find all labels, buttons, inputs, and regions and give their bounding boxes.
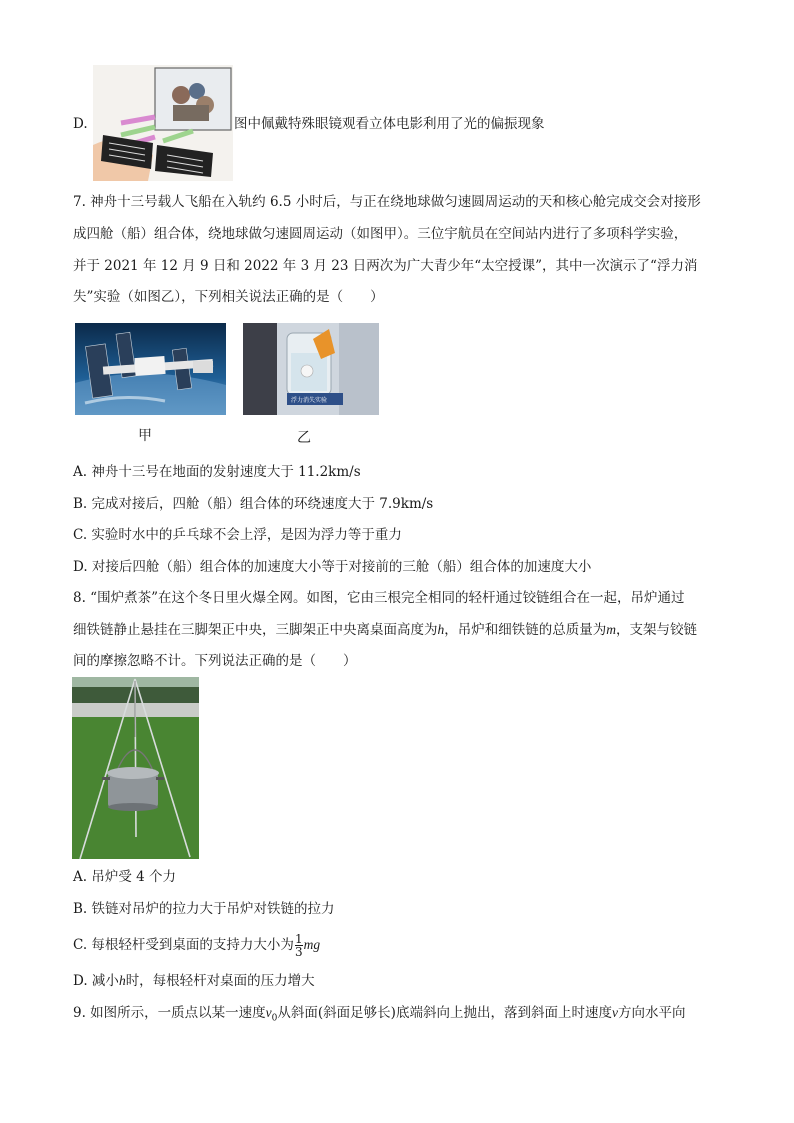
q7-stem-line-3: 并于 2021 年 12 月 9 日和 2022 年 3 月 23 日两次为广大青少年“太空授课”，其中一次演示了“浮力消 [73,258,698,274]
q7-caption-jia: 甲 [138,428,152,444]
q8-tripod-pot-photo [72,677,199,859]
q9-stem-line-1: 9. 如图所示，一质点以某一速度$v_0$从斜面(斜面足够长)底端斜向上抛出，落到斜面上时速度v方向水平向 [73,1005,686,1024]
q7-buoyancy-experiment-photo [243,323,379,415]
q8-option-b: B. 铁链对吊炉的拉力大于吊炉对铁链的拉力 [73,901,335,917]
q7-photo-label: 浮力消失实验 [291,397,328,404]
q8-option-c: C. 每根轻杆受到桌面的支持力大小为 $\frac{1}{3}$ mg [73,932,321,959]
q8-stem-line-2: 细铁链静止悬挂在三脚架正中央，三脚架正中央离桌面高度为h，吊炉和细铁链的总质量为m，支架与铰链 [73,622,697,638]
q6-3d-glasses-illustration [93,65,233,181]
q8-option-a: A. 吊炉受 4 个力 [73,869,177,885]
one-third-fraction: $\frac{1}{3}$ [294,932,303,959]
q7-stem-line-2: 成四舱（船）组合体，绕地球做匀速圆周运动（如图甲）。三位宇航员在空间站内进行了多项科学实验， [73,226,688,242]
q7-stem-line-1: 7. 神舟十三号载人飞船在入轨约 6.5 小时后，与正在绕地球做匀速圆周运动的天和核心舱完成交会对接形 [73,194,701,210]
q7-option-d: D. 对接后四舱（船）组合体的加速度大小等于对接前的三舱（船）组合体的加速度大小 [73,559,592,575]
q6-option-d-letter: D. [73,116,88,132]
q7-caption-yi: 乙 [297,430,311,446]
q7-stem-line-4: 失”实验（如图乙），下列相关说法正确的是（ ） [73,289,384,305]
q7-space-station-photo [75,323,226,415]
q7-option-c: C. 实验时水中的乒乓球不会上浮，是因为浮力等于重力 [73,527,402,543]
q7-option-a: A. 神舟十三号在地面的发射速度大于 11.2km/s [73,464,361,480]
q8-stem-line-3: 间的摩擦忽略不计。下列说法正确的是（ ） [73,653,357,669]
q7-option-b: B. 完成对接后，四舱（船）组合体的环绕速度大于 7.9km/s [73,496,434,512]
q8-option-d: D. 减小h时，每根轻杆对桌面的压力增大 [73,973,315,989]
q6-option-d-text: 图中佩戴特殊眼镜观看立体电影利用了光的偏振现象 [234,116,545,132]
q8-stem-line-1: 8. “围炉煮茶”在这个冬日里火爆全网。如图，它由三根完全相同的轻杆通过铰链组合在一起，吊炉通过 [73,590,685,606]
